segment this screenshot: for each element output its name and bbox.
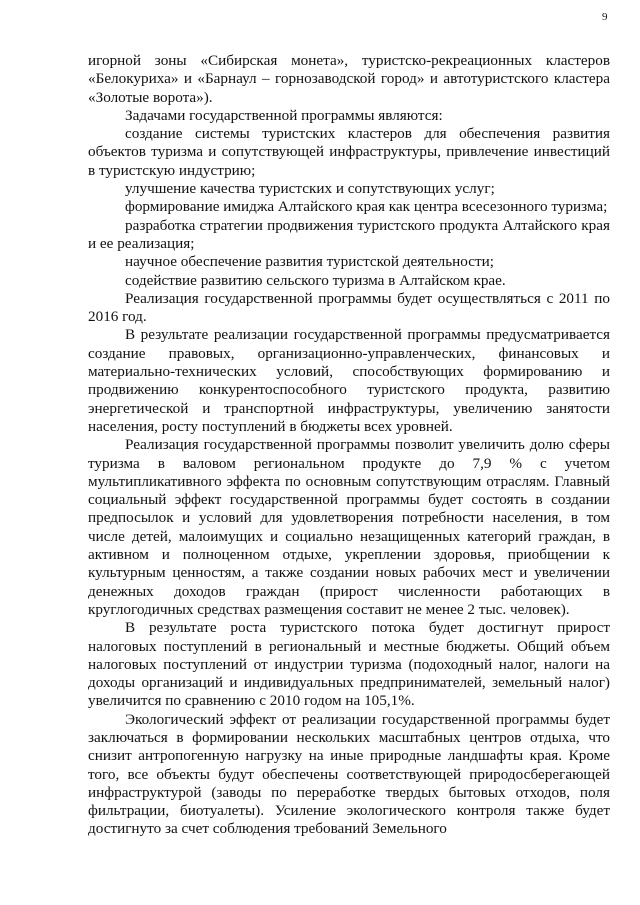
paragraph: разработка стратегии продвижения туристского продукта Алтайского края и ее реализация; [88,216,610,252]
paragraph: Реализация государственной программы позволит увеличить долю сферы туризма в валовом региональном продукте до 7,9 % с учетом мультипликативного эффекта по основным сопутствующим отраслям. Главный социальный эффект государственной программы будет состоять в создании предпосылок и условий для удовлетворения потребности населения, в том числе детей, малоимущих и социально незащищенных категорий граждан, в активном и полноценном отдыхе, укреплении здоровья, приобщении к культурным ценностям, а также создании новых рабочих мест и увеличении денежных доходов граждан (прирост численности работающих в круглогодичных средствах размещения составит не менее 2 тыс. человек). [88,436,610,618]
paragraph: В результате роста туристского потока будет достигнут прирост налоговых поступлений в региональный и местные бюджеты. Общий объем налоговых поступлений от индустрии туризма (подоходный налог, налоги на доходы организаций и индивидуальных предпринимателей, земельный налог) увеличится по сравнению с 2010 годом на 105,1%. [88,619,610,710]
paragraph: содействие развитию сельского туризма в Алтайском крае. [125,271,506,289]
page-number: 9 [602,11,608,23]
paragraph: Экологический эффект от реализации государственной программы будет заключаться в формировании нескольких масштабных центров отдыха, что снизит антропогенную нагрузку на иные природные ландшафты края. Кроме того, все объекты будут обеспечены соответствующей природосберегающей инфраструктурой (заводы по переработке твердых бытовых отходов, поля фильтрации, биотуалеты). Усиление экологического контроля также будет достигнуто за счет соблюдения требований Земельного [88,710,610,838]
paragraph: В результате реализации государственной программы предусматривается создание правовых, организационно-управленческих, финансовых и материально-технических условий, способствующих формированию и продвижению конкурентоспособного туристского продукта, развитию энергетической и транспортной инфраструктуры, увеличению занятости населения, росту поступлений в бюджеты всех уровней. [88,326,610,435]
paragraph: Реализация государственной программы будет осуществляться с 2011 по 2016 год. [88,289,610,326]
document-body [88,52,610,839]
paragraph: формирование имиджа Алтайского края как центра всесезонного туризма; [125,198,608,216]
paragraph: Задачами государственной программы являются: [125,106,443,124]
paragraph: улучшение качества туристских и сопутствующих услуг; [125,180,495,198]
paragraph: игорной зоны «Сибирская монета», туристско-рекреационных кластеров «Белокуриха» и «Барнаул – горнозаводской город» и автотуристского кластера «Золотые ворота»). [88,52,610,106]
paragraph: создание системы туристских кластеров для обеспечения развития объектов туризма и сопутствующей инфраструктуры, привлечение инвестиций в туристскую индустрию; [88,125,610,179]
paragraph: научное обеспечение развития туристской деятельности; [125,253,494,271]
